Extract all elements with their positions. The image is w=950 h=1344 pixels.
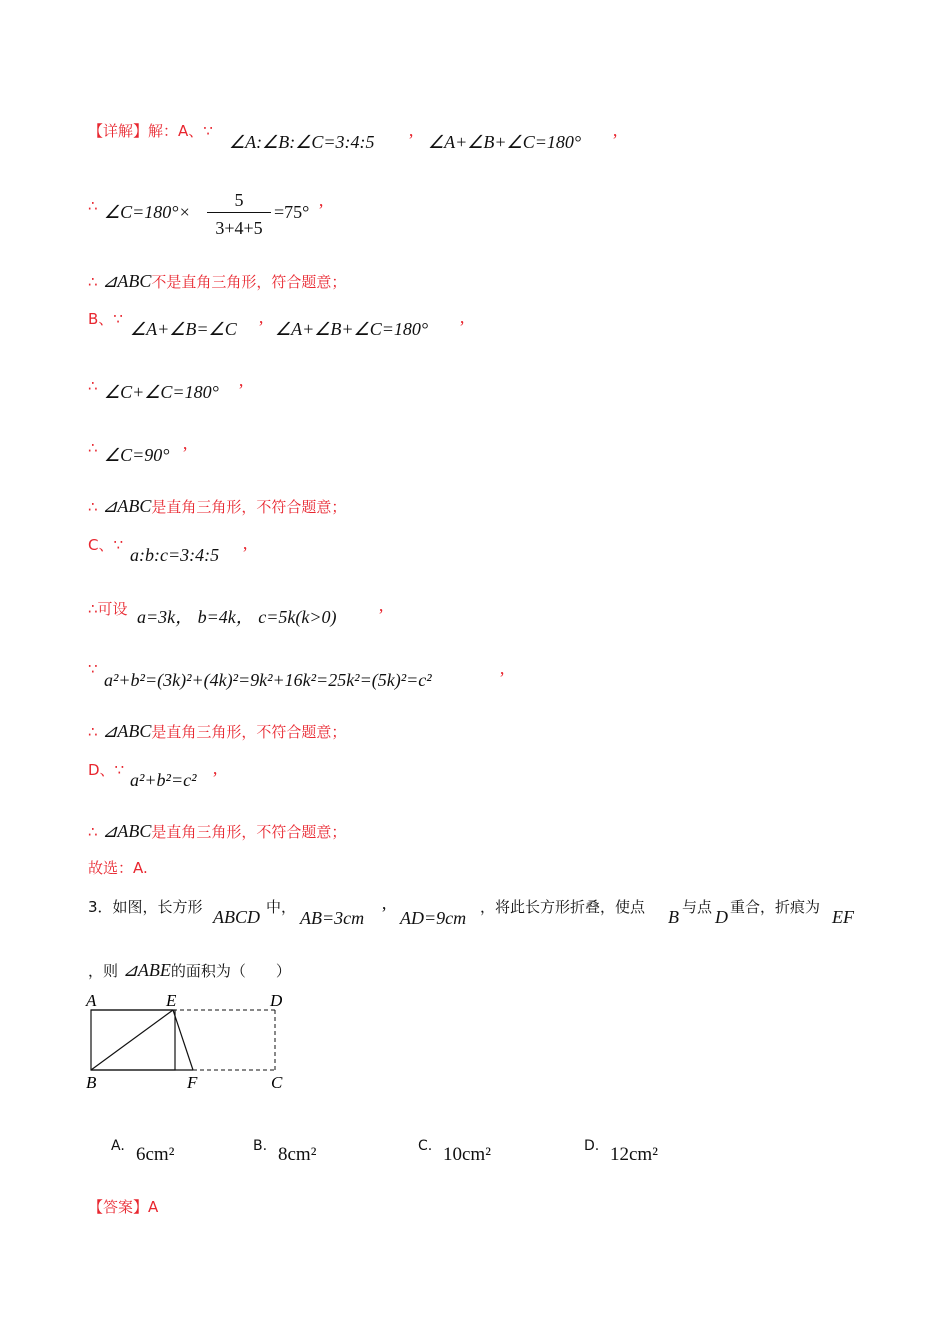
- c-ratio: a:b:c=3:4:5: [130, 545, 220, 565]
- q3-line-2: [88, 959, 291, 981]
- therefore-symbol: ∴: [88, 377, 98, 395]
- conclusion-b: [88, 495, 346, 517]
- label-f: F: [187, 1073, 198, 1092]
- label-d: D: [270, 991, 283, 1010]
- comma: ’: [408, 130, 414, 150]
- final-choice: 故选：A.: [88, 859, 148, 877]
- option-d-label: D.: [584, 1138, 600, 1154]
- conclusion-c-text: 是直角三角形，不符合题意；: [151, 723, 347, 741]
- solution-header: 【详解】解：A、∵: [88, 122, 213, 140]
- triangle-abc: ⊿ABC: [102, 496, 152, 516]
- therefore-symbol: ∴: [88, 723, 98, 741]
- c-let: ∴可设: [88, 600, 128, 618]
- ratio-condition: ∠A:∠B:∠C=3:4:5: [229, 132, 375, 152]
- comma: ’: [258, 317, 264, 337]
- q3-text-5: 重合，折痕为: [730, 898, 821, 916]
- b-step-2: ∠C+∠C=180°: [104, 382, 219, 402]
- conclusion-d: [88, 820, 346, 842]
- q3-text-1: 3．如图，长方形: [88, 898, 203, 916]
- therefore-symbol: ∴: [88, 823, 98, 841]
- comma: ’: [182, 443, 188, 463]
- c-substitution: a=3k， b=4k， c=5k(k>0): [137, 607, 337, 627]
- q3-text-7: 的面积为（ ）: [170, 962, 291, 980]
- label-a: A: [86, 991, 97, 1010]
- comma: ’: [242, 543, 248, 563]
- fraction-bar: [207, 212, 271, 213]
- option-d-start: D、∵: [88, 761, 125, 779]
- comma: ’: [378, 605, 384, 625]
- b-step-3: ∠C=90°: [104, 445, 170, 465]
- q3-ef: EF: [832, 907, 854, 927]
- b-condition-2: ∠A+∠B+∠C=180°: [275, 319, 429, 339]
- c-pythagorean: a²+b²=(3k)²+(4k)²=9k²+16k²=25k²=(5k)²=c²: [104, 670, 432, 690]
- triangle-abc: ⊿ABC: [102, 721, 152, 741]
- option-b-start: B、∵: [88, 310, 123, 328]
- q3-triangle-abe: ⊿ABE: [122, 960, 171, 980]
- option-d-value: 12cm²: [610, 1144, 658, 1165]
- triangle-abc: ⊿ABC: [102, 821, 152, 841]
- fold-crease-ef: [173, 1010, 193, 1070]
- q3-text-6: ，则: [88, 962, 119, 980]
- option-a-value: 6cm²: [136, 1144, 175, 1165]
- conclusion-c: [88, 720, 346, 742]
- option-b-label: B.: [253, 1138, 268, 1154]
- fraction-denominator: 3+4+5: [215, 218, 263, 238]
- comma: ’: [212, 768, 218, 788]
- q3-text-4: 与点: [682, 898, 713, 916]
- comma: ’: [318, 200, 324, 220]
- q3-text-2: 中，: [266, 898, 297, 916]
- q3-ad: AD=9cm: [400, 908, 467, 928]
- conclusion-d-text: 是直角三角形，不符合题意；: [151, 823, 347, 841]
- because-symbol: ∵: [88, 660, 98, 678]
- label-b: B: [86, 1073, 97, 1092]
- fraction-numerator: 5: [234, 190, 244, 210]
- rectangle-fold-figure: [80, 988, 310, 1094]
- triangle-abc: ⊿ABC: [102, 271, 152, 291]
- therefore-symbol: ∴: [88, 273, 98, 291]
- angle-c-result: =75°: [274, 202, 310, 222]
- comma: ’: [381, 903, 387, 923]
- option-a-label: A.: [111, 1138, 125, 1154]
- therefore-symbol: ∴: [88, 498, 98, 516]
- label-e: E: [166, 991, 177, 1010]
- q3-text-3: ，将此长方形折叠，使点: [480, 898, 646, 916]
- conclusion-a: [88, 270, 346, 292]
- comma: ’: [238, 380, 244, 400]
- answer: 【答案】A: [88, 1198, 159, 1216]
- option-c-start: C、∵: [88, 536, 124, 554]
- option-c-value: 10cm²: [443, 1144, 491, 1165]
- label-c: C: [271, 1073, 283, 1092]
- therefore-symbol: ∴: [88, 439, 98, 457]
- q3-ab: AB=3cm: [300, 908, 365, 928]
- b-condition-1: ∠A+∠B=∠C: [130, 319, 237, 339]
- q3-point-b: B: [668, 907, 679, 927]
- option-b-value: 8cm²: [278, 1144, 317, 1165]
- comma: ’: [612, 130, 618, 150]
- comma: ’: [499, 668, 505, 688]
- therefore-symbol: ∴: [88, 197, 98, 215]
- angle-sum-condition: ∠A+∠B+∠C=180°: [428, 132, 582, 152]
- angle-c-expression: ∠C=180°×: [104, 202, 191, 222]
- q3-abcd: ABCD: [213, 907, 260, 927]
- q3-point-d: D: [715, 907, 728, 927]
- d-condition: a²+b²=c²: [130, 770, 197, 790]
- comma: ’: [459, 317, 465, 337]
- conclusion-a-text: 不是直角三角形，符合题意；: [151, 273, 347, 291]
- segment-be: [91, 1010, 173, 1070]
- option-c-label: C.: [418, 1138, 433, 1154]
- conclusion-b-text: 是直角三角形，不符合题意；: [151, 498, 347, 516]
